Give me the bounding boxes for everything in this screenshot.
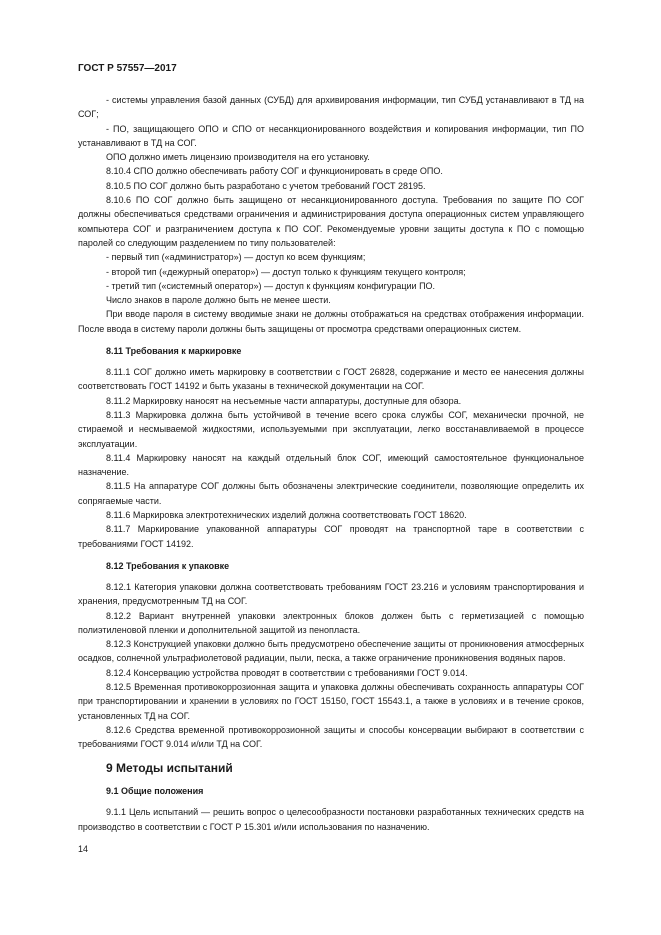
section-heading-9-1: 9.1 Общие положения	[106, 786, 204, 797]
paragraph: ОПО должно иметь лицензию производителя на его установку.	[106, 152, 370, 163]
paragraph: - ПО, защищающего ОПО и СПО от несанкционированного воздействия и копирования информации, тип ПО устанавливают в ТД на СОГ.	[78, 123, 584, 148]
paragraph: 8.12.1 Категория упаковки должна соответствовать требованиям ГОСТ 23.216 и условиям транспортирования и хранения, предусмотренным ТД на СОГ.	[78, 581, 584, 607]
paragraph: 8.12.5 Временная противокоррозионная защита и упаковка должны обеспечивать сохранность аппаратуры СОГ при транспортировании и хранении в условиях по ГОСТ 15150, ГОСТ 15543.1, а также в условиях и в течение сроков, установленных ТД на СОГ.	[78, 681, 584, 721]
paragraph: 8.12.4 Консервацию устройства проводят в соответствии с требованиями ГОСТ 9.014.	[106, 667, 468, 678]
paragraph: При вводе пароля в систему вводимые знаки не должны отображаться на средствах отображения информации. После ввода в систему пароли должны быть защищены от просмотра средствами операционных систем.	[78, 309, 584, 334]
chapter-heading-9: 9 Методы испытаний	[106, 761, 233, 776]
list-item: - второй тип («дежурный оператор») — доступ только к функциям текущего контроля;	[106, 266, 466, 277]
paragraph: Число знаков в пароле должно быть не менее шести.	[106, 295, 331, 306]
list-item: - третий тип («системный оператор») — доступ к функциям конфигурации ПО.	[106, 280, 436, 291]
list-item: - первый тип («администратор») — доступ ко всем функциям;	[106, 252, 366, 263]
paragraph: 8.11.6 Маркировка электротехнических изделий должна соответствовать ГОСТ 18620.	[106, 510, 467, 521]
paragraph: 8.10.6 ПО СОГ должно быть защищено от несанкционированного доступа. Требования по защите ПО СОГ должны обеспечиваться средствами ограничения и администрирования доступа операционных систем управляющего компьютера СОГ и разграничением доступа к ПО СОГ. Рекомендуемые уровни защиты доступа к ПО с помощью паролей со следующим разделением по типу пользователей:	[78, 195, 584, 248]
paragraph: 8.11.4 Маркировку наносят на каждый отдельный блок СОГ, имеющий самостоятельное функциональное назначение.	[78, 452, 584, 478]
document-header: ГОСТ Р 57557—2017	[78, 63, 177, 74]
paragraph: 8.11.3 Маркировка должна быть устойчивой в течение всего срока службы СОГ, механически прочной, не стираемой и несмываемой жидкостями, используемыми при эксплуатации, легко восстанавливаемой в процессе эксплуатации.	[78, 409, 584, 449]
paragraph: 8.12.3 Конструкцией упаковки должно быть предусмотрено обеспечение защиты от проникновения атмосферных осадков, солнечной ультрафиолетовой радиации, пыли, песка, а также ограничение проникновения водяных паров.	[78, 639, 584, 664]
paragraph: 8.11.1 СОГ должно иметь маркировку в соответствии с ГОСТ 26828, содержание и место ее нанесения должны соответствовать ГОСТ 14192 и быть указаны в технической документации на СОГ.	[78, 367, 584, 392]
paragraph: 8.10.4 СПО должно обеспечивать работу СОГ и функционировать в среде ОПО.	[106, 166, 443, 177]
paragraph: 8.12.2 Вариант внутренней упаковки электронных блоков должен быть с герметизацией с помощью полиэтиленовой пленки и дополнительной защитой из пенопласта.	[78, 610, 584, 635]
section-heading-8-11: 8.11 Требования к маркировке	[106, 346, 242, 357]
paragraph: 8.11.2 Маркировку наносят на несъемные части аппаратуры, доступные для обзора.	[106, 395, 462, 406]
paragraph: - системы управления базой данных (СУБД) для архивирования информации, тип СУБД устанавливают в ТД на СОГ;	[78, 95, 584, 120]
paragraph: 9.1.1 Цель испытаний — решить вопрос о целесообразности постановки разработанных технических средств на производство в соответствии с ГОСТ Р 15.301 и/или использования по назначению.	[78, 807, 584, 832]
paragraph: 8.10.5 ПО СОГ должно быть разработано с учетом требований ГОСТ 28195.	[106, 180, 426, 191]
document-body	[78, 93, 584, 834]
paragraph: 8.11.5 На аппаратуре СОГ должны быть обозначены электрические соединители, позволяющие определить их сопрягаемые части.	[78, 481, 584, 506]
page-number: 14	[78, 844, 89, 854]
paragraph: 8.11.7 Маркирование упакованной аппаратуры СОГ проводят на транспортной таре в соответствии с требованиями ГОСТ 14192.	[78, 524, 584, 549]
paragraph: 8.12.6 Средства временной противокоррозионной защиты и способы консервации выбирают в соответствии с требованиями ГОСТ 9.014 и/или ТД на СОГ.	[78, 724, 584, 750]
section-heading-8-12: 8.12 Требования к упаковке	[106, 560, 230, 571]
